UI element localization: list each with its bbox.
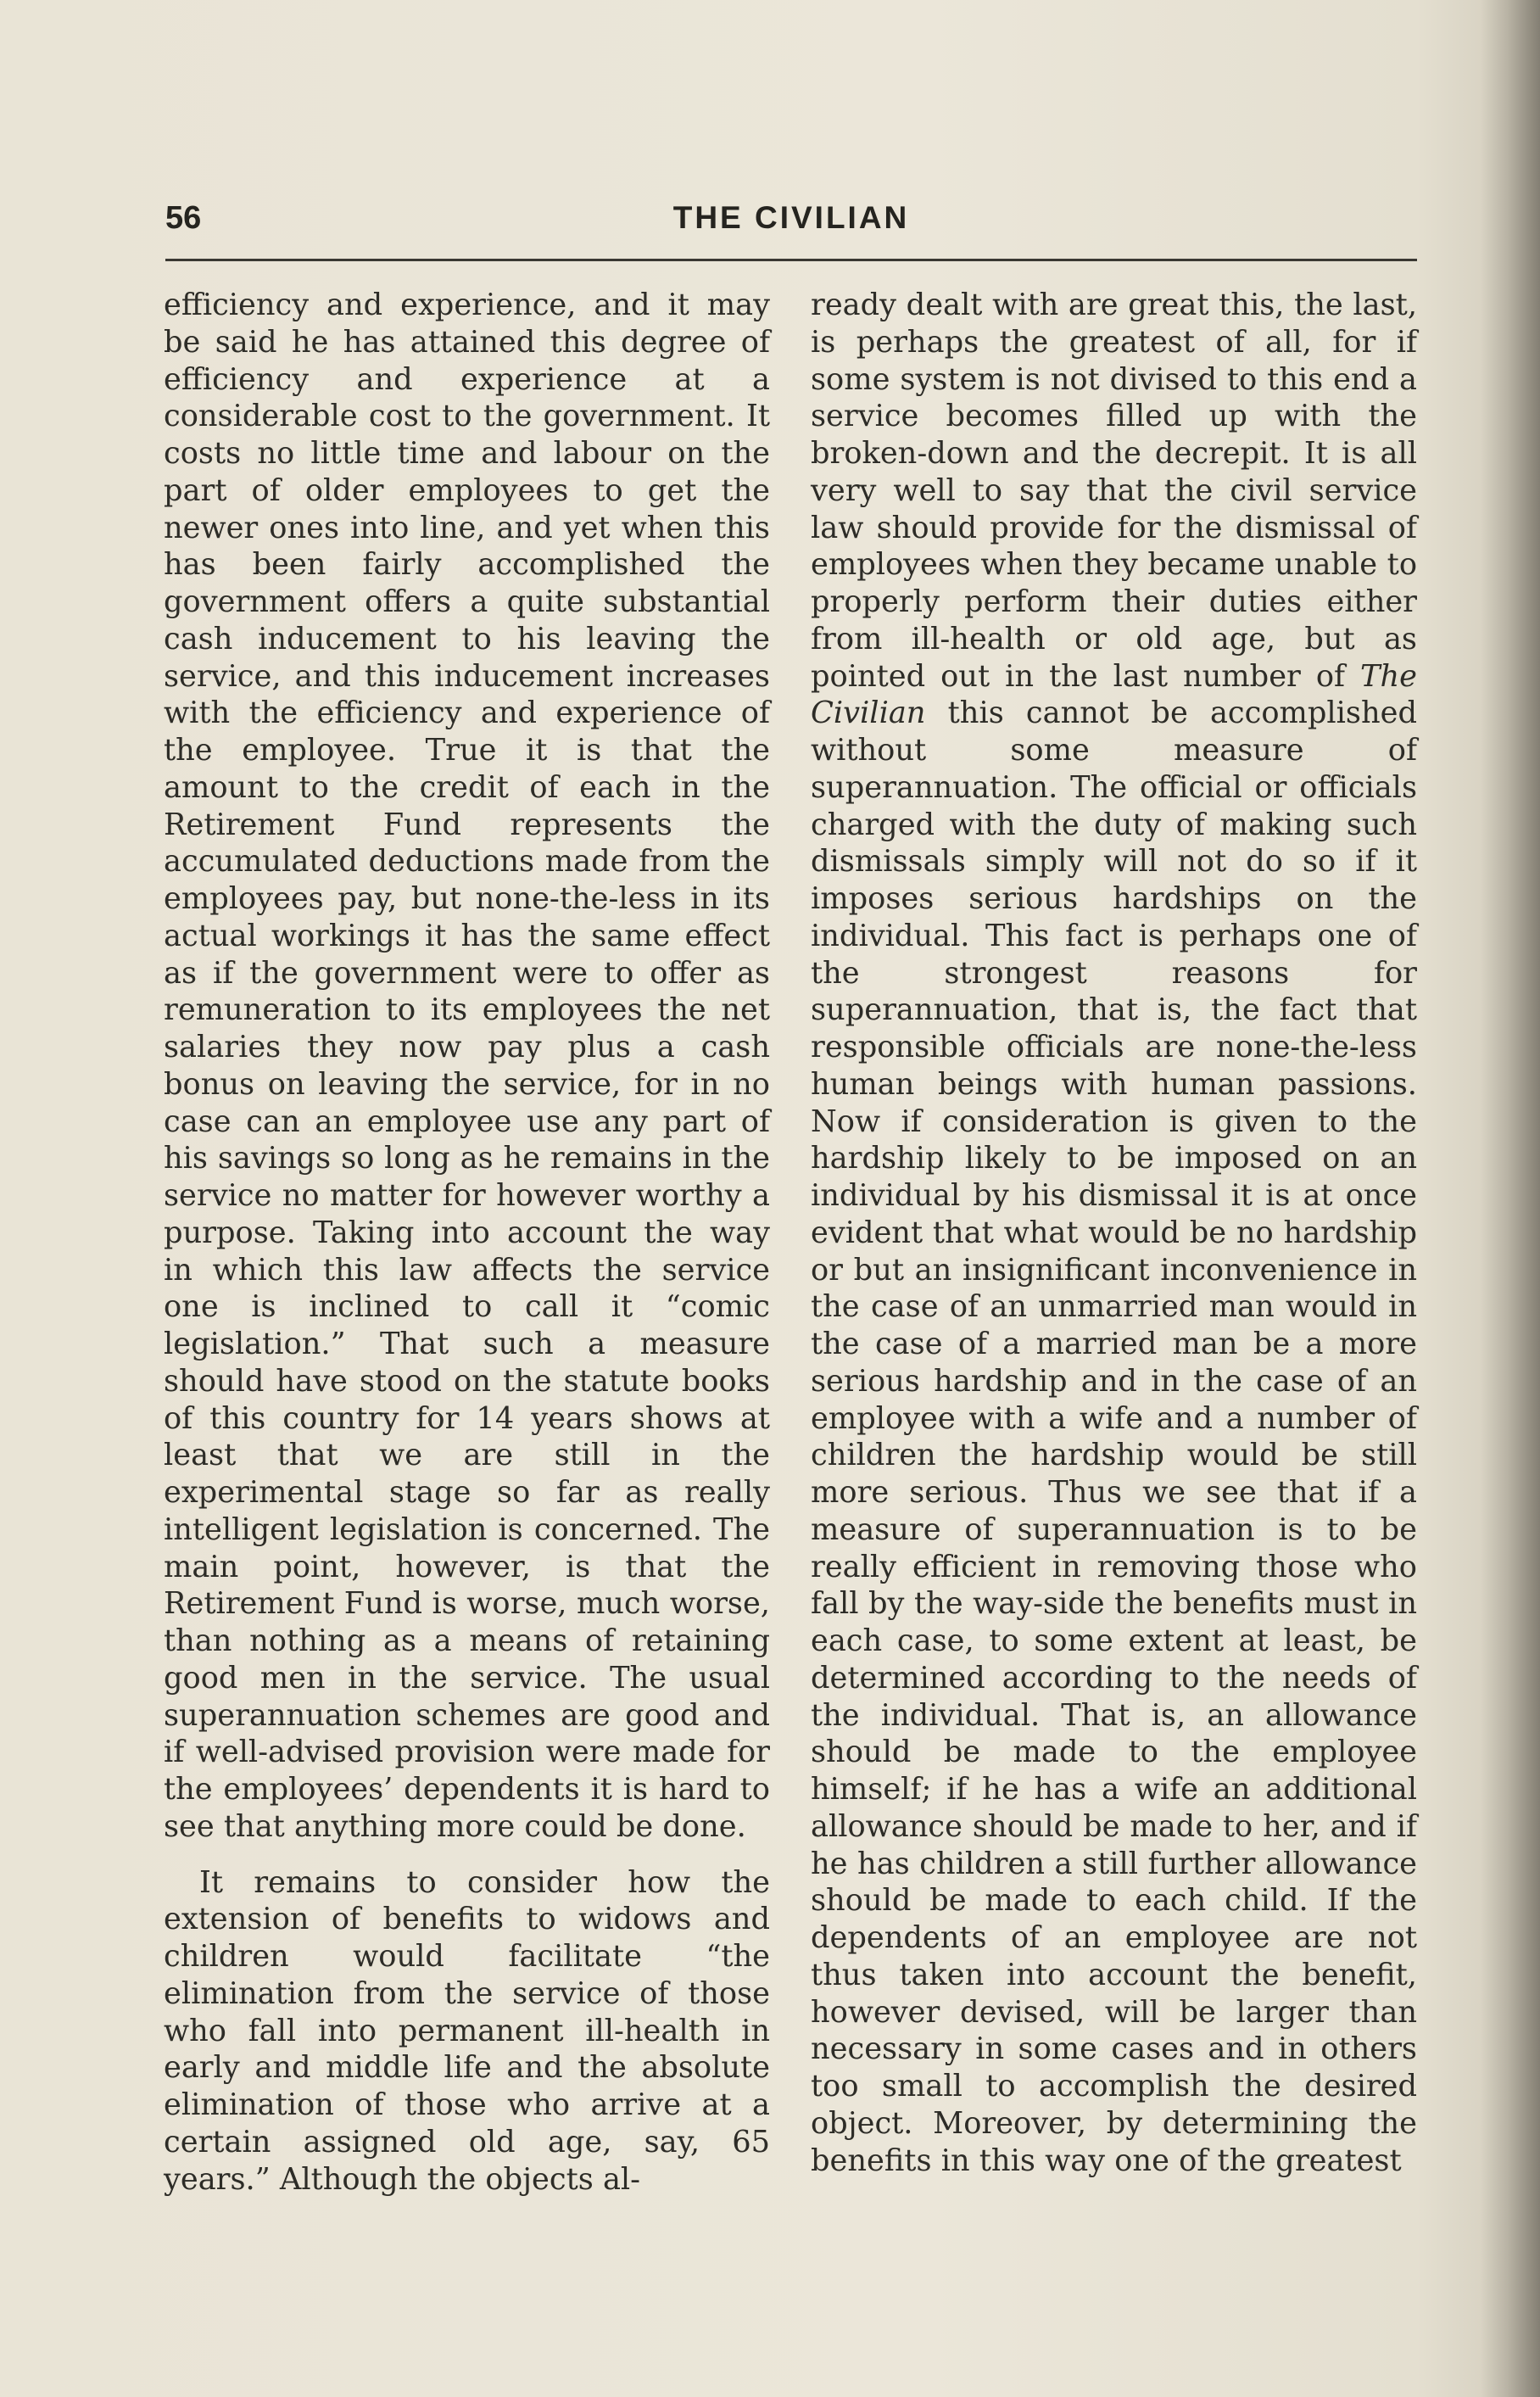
left-paragraph-2: It remains to consider how the extension of benefits to widows and children would facilitate “the elimination from the service of those who fall into permanent ill-health in early and middle life and the absolute elimination of those who arrive at a certain assigned old age, say, 65 years.” Although the objects al- — [164, 1864, 770, 2197]
right-text-before-journal: ready dealt with are great this, the last, is perhaps the greatest of all, for if some system is not divised to this end a service becomes filled up with the broken-down and the decrepit. It is all very well to say that the civil service law should provide for the dismissal of employees when they became unable to properly perform their duties either from ill-health or old age, but as pointed out in the last number of — [811, 288, 1417, 694]
right-column — [811, 287, 1417, 2179]
left-column — [164, 287, 770, 2198]
page-number: 56 — [165, 200, 202, 236]
binding-shadow — [1481, 0, 1540, 2397]
running-title: THE CIVILIAN — [672, 200, 910, 235]
right-text-after-journal: this cannot be accomplished without some measure of superannuation. The official or officials charged with the duty of making such dismissals simply will not do so if it imposes serious hardships on the individual. This fact is perhaps one of the strongest reasons for superannuation, that is, the fact that responsible officials are none-the-less human beings with human passions. Now if consideration is given to the hardship likely to be imposed on an individual by his dismissal it is at once evident that what would be no hardship or but an insignificant inconvenience in the case of an unmarried man would in the case of a married man be a more serious hardship and in the case of an employee with a wife and a number of children the hardship would be still more serious. Thus we see that if a measure of superannuation is to be really efficient in removing those who fall by the way-side the benefits must in each case, to some extent at least, be determined according to the needs of the individual. That is, an allowance should be made to the employee himself; if he has a wife an additional allowance should be made to her, and if he has children a still further allowance should be made to each child. If the dependents of an employee are not thus taken into account the benefit, however devised, will be larger than necessary in some cases and in others too small to accomplish the desired object. Moreover, by determining the benefits in this way one of the greatest — [811, 696, 1417, 2178]
page-header — [165, 197, 1417, 248]
journal-name: The Civilian — [811, 658, 1417, 731]
right-paragraph — [811, 287, 1417, 2179]
header-rule — [165, 259, 1417, 261]
left-paragraph-1: efficiency and experience, and it may be said he has attained this degree of efficiency and experience at a considerable cost to the government. It costs no little time and labour on the part of older employees to get the newer ones into line, and yet when this has been fairly accomplished the government offers a quite substantial cash inducement to his leaving the service, and this inducement increases with the efficiency and experience of the employee. True it is that the amount to the credit of each in the Retirement Fund represents the accumulated deductions made from the employees pay, but none-the-less in its actual workings it has the same effect as if the government were to offer as remuneration to its employees the net salaries they now pay plus a cash bonus on leaving the service, for in no case can an employee use any part of his savings so long as he remains in the service no matter for however worthy a purpose. Taking into account the way in which this law affects the service one is inclined to call it “comic legislation.” That such a measure should have stood on the statute books of this country for 14 years shows at least that we are still in the experimental stage so far as really intelligent legislation is concerned. The main point, however, is that the Retirement Fund is worse, much worse, than nothing as a means of retaining good men in the service. The usual superannuation schemes are good and if well-advised provision were made for the employees’ dependents it is hard to see that anything more could be done. — [164, 288, 770, 1844]
